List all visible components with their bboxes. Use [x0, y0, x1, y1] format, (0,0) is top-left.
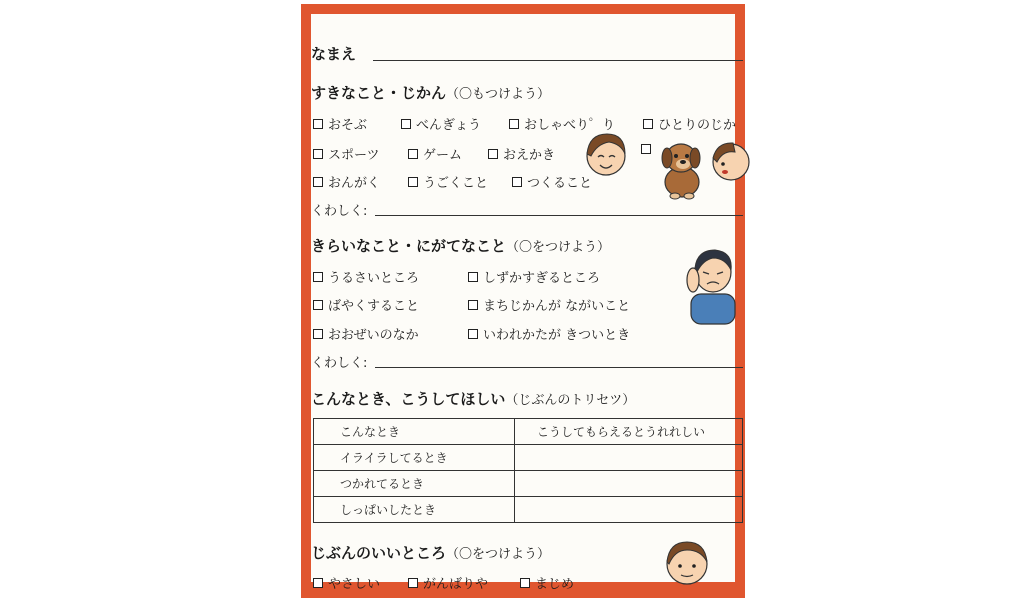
strengths-heading: じぶんのいいところ（〇をつけよう） [311, 544, 551, 562]
table-row [314, 471, 743, 497]
worksheet [311, 14, 737, 592]
likes-option[interactable]: つくること [512, 172, 592, 191]
checkbox-icon[interactable] [643, 119, 653, 129]
checkbox-icon[interactable] [313, 149, 323, 159]
likes-option[interactable]: おそぶ [313, 114, 367, 133]
checkbox-icon[interactable] [468, 300, 478, 310]
checkbox-icon[interactable] [509, 119, 519, 129]
checkbox-icon[interactable] [313, 119, 323, 129]
dislikes-option[interactable]: いわれかたが きついとき [468, 324, 630, 343]
table-cell-response[interactable] [515, 445, 743, 471]
likes-option[interactable]: おしゃべり゜り [509, 114, 615, 133]
worried-boy-illustration [659, 538, 715, 582]
likes-option[interactable] [641, 144, 656, 154]
table-cell-situation: イライラしてるとき [314, 445, 515, 471]
likes-option[interactable]: ひとりのじか [643, 114, 736, 133]
checkbox-icon[interactable] [408, 149, 418, 159]
checkbox-icon[interactable] [468, 329, 478, 339]
checkbox-icon[interactable] [512, 177, 522, 187]
dislikes-option[interactable]: うるさいところ [313, 267, 419, 286]
likes-option[interactable]: うごくこと [408, 172, 488, 191]
likes-option[interactable]: ゲーム [408, 144, 462, 163]
dislikes-detail-line[interactable] [375, 367, 743, 368]
table-cell-response[interactable] [515, 497, 743, 523]
likes-heading: すきなこと・じかん（〇もつけよう） [311, 84, 551, 102]
table-cell-situation: しっぱいしたとき [314, 497, 515, 523]
likes-detail-label: くわしく: [311, 204, 368, 219]
manual-heading: こんなとき、こうしてほしい（じぶんのトリセツ） [311, 390, 636, 408]
checkbox-icon[interactable] [408, 177, 418, 187]
likes-option[interactable]: スポーツ [313, 144, 379, 163]
table-cell-situation: つかれてるとき [314, 471, 515, 497]
table-row [314, 445, 743, 471]
manual-table [313, 418, 743, 523]
strengths-option[interactable]: まじめ [520, 573, 574, 592]
table-cell-response[interactable] [515, 471, 743, 497]
strengths-option[interactable]: がんばりや [408, 573, 488, 592]
dislikes-heading: きらいなこと・にがてなこと（〇をつけよう） [311, 237, 611, 255]
checkbox-icon[interactable] [313, 177, 323, 187]
checkbox-icon[interactable] [488, 149, 498, 159]
dislikes-option[interactable]: おおぜいのなか [313, 324, 419, 343]
name-label: なまえ [311, 45, 357, 63]
dislikes-option[interactable]: しずかすぎるところ [468, 267, 600, 286]
checkbox-icon[interactable] [641, 144, 651, 154]
troubled-boy-illustration [683, 244, 735, 324]
table-header-row [314, 419, 743, 445]
strengths-option[interactable]: やさしい [313, 573, 380, 592]
checkbox-icon[interactable] [313, 329, 323, 339]
brown-dog-illustration [657, 138, 707, 200]
checkbox-icon[interactable] [408, 578, 418, 588]
table-header-cell: こうしてもらえるとうれれしい [515, 419, 743, 445]
checkbox-icon[interactable] [401, 119, 411, 129]
checkbox-icon[interactable] [468, 272, 478, 282]
likes-option[interactable]: べんぎょう [401, 114, 481, 133]
likes-option[interactable]: おえかき [488, 144, 555, 163]
dislikes-option[interactable]: まちじかんが ながいこと [468, 295, 630, 314]
checkbox-icon[interactable] [313, 272, 323, 282]
name-line[interactable] [373, 60, 743, 61]
smiling-boy-illustration [583, 130, 629, 178]
dislikes-detail-label: くわしく: [311, 356, 368, 371]
table-header-cell: こんなとき [314, 419, 515, 445]
likes-option[interactable]: おんがく [313, 172, 380, 191]
checkbox-icon[interactable] [520, 578, 530, 588]
likes-detail-line[interactable] [375, 215, 743, 216]
checkbox-icon[interactable] [313, 300, 323, 310]
checkbox-icon[interactable] [313, 578, 323, 588]
table-row [314, 497, 743, 523]
dislikes-option[interactable]: ばやくすること [313, 295, 419, 314]
partial-child-illustration [709, 140, 735, 184]
